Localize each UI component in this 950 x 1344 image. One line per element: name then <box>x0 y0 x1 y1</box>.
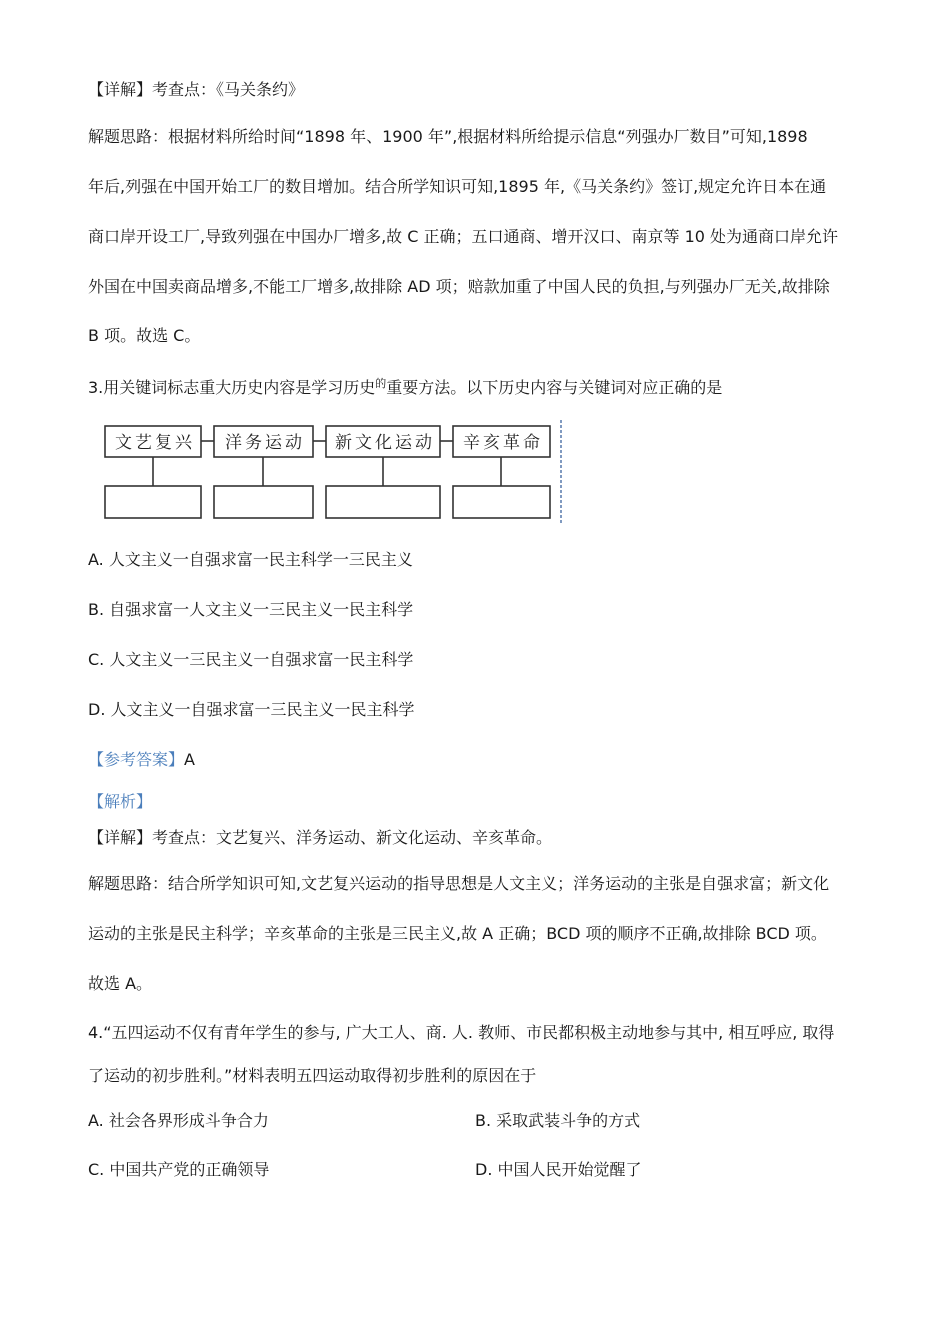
detail-tag: 【详解】 <box>88 80 153 99</box>
q2-analysis-line: B 项。故选 C。 <box>88 326 201 345</box>
q3-option-b: B. 自强求富一人文主义一三民主义一民主科学 <box>88 600 414 619</box>
stem-sup: 的 <box>375 377 387 390</box>
q4-option-a: A. 社会各界形成斗争合力 <box>88 1111 269 1130</box>
diagram-box-label: 辛亥革命 <box>463 433 543 453</box>
q2-analysis-line: 商口岸开设工厂,导致列强在中国办厂增多,故 C 正确；五口通商、增开汉口、南京等 10 处为通商口岸允许 <box>88 227 839 246</box>
detail-text: 考查点：文艺复兴、洋务运动、新文化运动、辛亥革命。 <box>152 828 553 847</box>
diagram-blank-box <box>105 486 201 518</box>
q2-analysis-line: 年后,列强在中国开始工厂的数目增加。结合所学知识可知,1895 年,《马关条约》签订,规定允许日本在通 <box>88 177 827 196</box>
answer-value: A <box>184 750 195 769</box>
q3-option-a: A. 人文主义一自强求富一民主科学一三民主义 <box>88 550 413 569</box>
q4-option-b: B. 采取武装斗争的方式 <box>475 1111 641 1130</box>
diagram-box-label: 文艺复兴 <box>115 433 195 453</box>
q3-analysis-line: 运动的主张是民主科学；辛亥革命的主张是三民主义,故 A 正确；BCD 项的顺序不正确,故排除 BCD 项。 <box>88 924 827 943</box>
q3-stem <box>88 374 722 398</box>
diagram-blank-box <box>214 486 313 518</box>
q3-option-c: C. 人文主义一三民主义一自强求富一民主科学 <box>88 650 414 669</box>
q2-analysis-line: 解题思路：根据材料所给时间“1898 年、1900 年”,根据材料所给提示信息“列强办厂数目”可知,1898 <box>88 127 808 146</box>
detail-tag: 【详解】 <box>88 828 153 847</box>
q4-option-c: C. 中国共产党的正确领导 <box>88 1160 270 1179</box>
diagram-blank-box <box>326 486 440 518</box>
stem-text: 3.用关键词标志重大历史内容是学习历史 <box>88 378 376 397</box>
keyword-diagram <box>100 418 570 526</box>
q2-detail <box>88 80 304 100</box>
q4-option-d: D. 中国人民开始觉醒了 <box>475 1160 642 1179</box>
q3-analysis-line: 故选 A。 <box>88 974 153 993</box>
q3-detail <box>88 828 552 848</box>
q2-analysis-line: 外国在中国卖商品增多,不能工厂增多,故排除 AD 项；赔款加重了中国人民的负担,与列强办厂无关,故排除 <box>88 277 830 296</box>
q3-option-d: D. 人文主义一自强求富一三民主义一民主科学 <box>88 700 415 719</box>
stem-text: 重要方法。以下历史内容与关键词对应正确的是 <box>386 378 723 397</box>
detail-text: 考查点：《马关条约》 <box>152 80 305 99</box>
q4-stem-line: 4.“五四运动不仅有青年学生的参与, 广大工人、商. 人. 教师、市民都积极主动地参与其中, 相互呼应, 取得 <box>88 1023 835 1042</box>
q3-analysis-line: 解题思路：结合所学知识可知,文艺复兴运动的指导思想是人文主义；洋务运动的主张是自强求富；新文化 <box>88 874 830 893</box>
diagram-box-label: 洋务运动 <box>225 433 305 453</box>
q3-answer <box>88 750 195 770</box>
diagram-box-label: 新文化运动 <box>335 433 435 453</box>
diagram-blank-box <box>453 486 550 518</box>
q3-analysis-tag: 【解析】 <box>88 792 153 811</box>
q4-stem-line: 了运动的初步胜利。”材料表明五四运动取得初步胜利的原因在于 <box>88 1066 537 1085</box>
answer-tag: 【参考答案】 <box>88 750 185 769</box>
